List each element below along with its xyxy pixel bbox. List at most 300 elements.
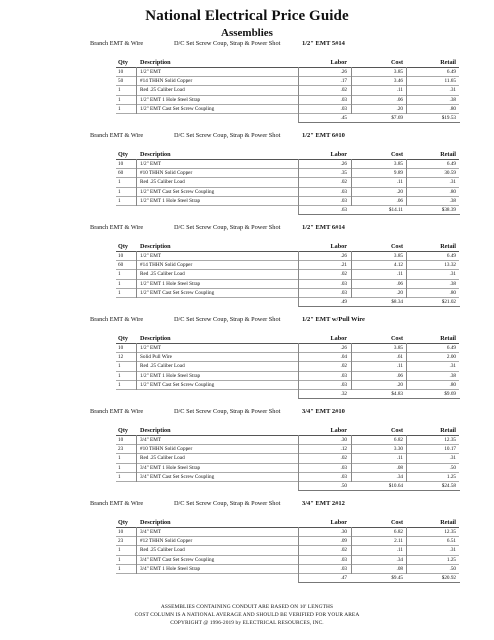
page-title: National Electrical Price Guide xyxy=(145,8,349,24)
table-row xyxy=(116,261,459,270)
row-cost: .08 xyxy=(396,464,403,471)
row-labor: .03 xyxy=(340,464,347,471)
row-description: Red .25 Caliber Load xyxy=(140,455,185,462)
column-header-description: Description xyxy=(140,243,171,250)
row-description: #10 THHN Solid Copper xyxy=(140,446,193,453)
row-labor: .02 xyxy=(340,87,347,94)
total-box xyxy=(298,298,460,307)
assembly-table xyxy=(116,151,459,214)
column-header-retail: Retail xyxy=(440,519,456,526)
total-retail: $9.69 xyxy=(444,390,456,397)
column-header-description: Description xyxy=(140,59,171,66)
assembly-table xyxy=(116,519,459,582)
table-header xyxy=(116,151,459,160)
row-labor: .04 xyxy=(340,354,347,361)
assembly-table xyxy=(116,243,459,306)
table-row xyxy=(116,473,459,482)
row-qty: 10 xyxy=(118,69,124,75)
row-qty: 1 xyxy=(118,381,121,388)
total-retail: $20.92 xyxy=(441,574,456,581)
row-retail: .31 xyxy=(449,363,456,370)
column-header-retail: Retail xyxy=(440,151,456,158)
row-description: Red .25 Caliber Load xyxy=(140,547,185,554)
column-header-labor: Labor xyxy=(330,335,347,342)
row-retail: .38 xyxy=(449,372,456,379)
total-labor: .49 xyxy=(340,298,347,305)
column-header-qty: Qty xyxy=(118,519,128,526)
table-row xyxy=(116,77,459,86)
row-retail: .31 xyxy=(449,179,456,186)
row-labor: .03 xyxy=(340,372,347,379)
total-cost: $7.69 xyxy=(391,114,403,121)
row-cost: .06 xyxy=(396,197,403,204)
column-divider xyxy=(298,251,299,298)
row-description: 3/4" EMT xyxy=(140,529,161,535)
table-row xyxy=(116,197,459,206)
table-row xyxy=(116,96,459,105)
assembly-type: Branch EMT & Wire xyxy=(90,500,144,507)
table-row xyxy=(116,528,459,537)
assembly-description: D/C Set Screw Coup, Strap & Power Shot xyxy=(174,408,281,415)
column-divider xyxy=(136,435,137,482)
row-cost: .06 xyxy=(396,96,403,103)
table-row xyxy=(116,353,459,362)
column-header-cost: Cost xyxy=(390,335,403,342)
row-description: Red .25 Caliber Load xyxy=(140,179,185,186)
row-qty: 1 xyxy=(118,280,121,287)
row-description: Red .25 Caliber Load xyxy=(140,271,185,278)
row-retail: .80 xyxy=(449,105,456,112)
row-retail: .31 xyxy=(449,271,456,278)
total-retail: $21.02 xyxy=(441,298,456,305)
column-divider xyxy=(351,343,352,390)
row-labor: .03 xyxy=(340,381,347,388)
row-qty: 1 xyxy=(118,547,121,554)
column-header-description: Description xyxy=(140,427,171,434)
row-retail: .50 xyxy=(449,565,456,572)
page-subtitle: Assemblies xyxy=(221,27,273,39)
row-cost: .06 xyxy=(396,280,403,287)
column-divider xyxy=(298,343,299,390)
row-labor: .35 xyxy=(340,170,347,177)
assembly-table xyxy=(116,427,459,490)
assembly-name: 3/4" EMT 2#12 xyxy=(302,500,345,507)
row-cost: .11 xyxy=(396,179,403,186)
row-cost: .34 xyxy=(396,556,403,563)
total-cost: $9.45 xyxy=(391,574,403,581)
row-labor: .17 xyxy=(340,78,347,85)
row-cost: .20 xyxy=(396,105,403,112)
column-header-labor: Labor xyxy=(330,427,347,434)
column-divider xyxy=(136,343,137,390)
row-cost: .08 xyxy=(396,565,403,572)
row-cost: .11 xyxy=(396,87,403,94)
column-divider xyxy=(298,159,299,206)
row-description: 3/4" EMT 1 Hole Steel Strap xyxy=(140,464,201,471)
table-row xyxy=(116,169,459,178)
row-retail: 2.00 xyxy=(446,354,456,361)
assembly-description: D/C Set Screw Coup, Strap & Power Shot xyxy=(174,224,281,231)
row-description: 1/2" EMT 1 Hole Steel Strap xyxy=(140,96,201,103)
row-description: #14 THHN Solid Copper xyxy=(140,78,193,85)
total-box xyxy=(298,390,460,399)
assembly-name: 1/2" EMT 6#14 xyxy=(302,224,345,231)
total-row xyxy=(116,390,459,398)
total-box xyxy=(298,482,460,491)
assembly-type: Branch EMT & Wire xyxy=(90,40,144,47)
column-header-cost: Cost xyxy=(390,151,403,158)
column-divider xyxy=(298,67,299,114)
assembly-type: Branch EMT & Wire xyxy=(90,224,144,231)
total-row xyxy=(116,114,459,122)
table-row xyxy=(116,270,459,279)
total-labor: .50 xyxy=(340,482,347,489)
row-description: 1/2" EMT Cast Set Screw Coupling xyxy=(140,381,215,388)
column-divider xyxy=(298,435,299,482)
row-retail: .80 xyxy=(449,188,456,195)
row-retail: 6.49 xyxy=(446,345,456,351)
row-cost: 3.46 xyxy=(393,78,403,85)
row-qty: 23 xyxy=(118,446,124,453)
row-description: 1/2" EMT 1 Hole Steel Strap xyxy=(140,197,201,204)
total-retail: $38.39 xyxy=(441,206,456,213)
column-divider xyxy=(406,527,407,574)
table-row xyxy=(116,160,459,169)
table-row xyxy=(116,289,459,298)
row-description: 1/2" EMT xyxy=(140,161,161,167)
row-labor: .30 xyxy=(340,529,347,535)
column-header-retail: Retail xyxy=(440,427,456,434)
row-cost: .11 xyxy=(396,547,403,554)
row-retail: .31 xyxy=(449,87,456,94)
row-cost: .06 xyxy=(396,372,403,379)
column-header-description: Description xyxy=(140,151,171,158)
assembly-header xyxy=(0,131,494,149)
table-row xyxy=(116,464,459,473)
footer-line: ASSEMBLIES CONTAINING CONDUIT ARE BASED ON 10' LENGTHS xyxy=(160,604,334,610)
table-header xyxy=(116,519,459,528)
column-header-retail: Retail xyxy=(440,335,456,342)
row-retail: 6.51 xyxy=(446,538,456,545)
table-row xyxy=(116,280,459,289)
total-cost: $14.11 xyxy=(388,206,403,213)
row-cost: .11 xyxy=(396,455,403,462)
row-labor: .03 xyxy=(340,565,347,572)
row-labor: .21 xyxy=(340,262,347,269)
table-row xyxy=(116,188,459,197)
row-labor: .03 xyxy=(340,280,347,287)
table-row xyxy=(116,372,459,381)
row-retail: .80 xyxy=(449,381,456,388)
total-cost: $4.83 xyxy=(391,390,403,397)
assembly-description: D/C Set Screw Coup, Strap & Power Shot xyxy=(174,40,281,47)
column-header-cost: Cost xyxy=(390,519,403,526)
column-header-retail: Retail xyxy=(440,59,456,66)
table-row xyxy=(116,252,459,261)
row-description: 1/2" EMT 1 Hole Steel Strap xyxy=(140,372,201,379)
row-qty: 1 xyxy=(118,473,121,480)
column-header-description: Description xyxy=(140,519,171,526)
row-description: 1/2" EMT xyxy=(140,253,161,259)
row-labor: .03 xyxy=(340,556,347,563)
row-cost: 3.85 xyxy=(393,69,403,75)
assembly-name: 1/2" EMT 5#14 xyxy=(302,40,345,47)
row-retail: .31 xyxy=(449,455,456,462)
row-description: 1/2" EMT 1 Hole Steel Strap xyxy=(140,280,201,287)
assembly-header xyxy=(0,39,494,57)
table-row xyxy=(116,362,459,371)
column-divider xyxy=(298,527,299,574)
row-cost: 3.85 xyxy=(393,161,403,167)
row-qty: 1 xyxy=(118,556,121,563)
table-header xyxy=(116,335,459,344)
row-qty: 1 xyxy=(118,96,121,103)
table-row xyxy=(116,381,459,390)
row-labor: .02 xyxy=(340,363,347,370)
total-labor: .47 xyxy=(340,574,347,581)
row-labor: .30 xyxy=(340,437,347,443)
column-divider xyxy=(351,159,352,206)
row-description: 3/4" EMT Cast Set Screw Coupling xyxy=(140,473,215,480)
row-cost: 3.85 xyxy=(393,345,403,351)
row-description: 1/2" EMT Cast Set Screw Coupling xyxy=(140,105,215,112)
table-header xyxy=(116,243,459,252)
assembly-name: 1/2" EMT 6#10 xyxy=(302,132,345,139)
total-box xyxy=(298,206,460,215)
column-divider xyxy=(351,435,352,482)
column-header-qty: Qty xyxy=(118,427,128,434)
row-retail: 13.32 xyxy=(444,262,456,269)
row-description: 1/2" EMT Cast Set Screw Coupling xyxy=(140,289,215,296)
row-retail: .38 xyxy=(449,96,456,103)
table-row xyxy=(116,546,459,555)
total-retail: $19.53 xyxy=(441,114,456,121)
table-row xyxy=(116,68,459,77)
row-description: #10 THHN Solid Copper xyxy=(140,170,193,177)
column-divider xyxy=(351,527,352,574)
row-qty: 50 xyxy=(118,78,124,85)
table-row xyxy=(116,565,459,574)
column-divider xyxy=(351,251,352,298)
row-cost: 6.82 xyxy=(393,437,403,443)
assembly-sections xyxy=(0,39,494,591)
assembly-description: D/C Set Screw Coup, Strap & Power Shot xyxy=(174,132,281,139)
row-qty: 1 xyxy=(118,363,121,370)
row-description: 1/2" EMT xyxy=(140,345,161,351)
assembly-name: 3/4" EMT 2#10 xyxy=(302,408,345,415)
row-cost: .34 xyxy=(396,473,403,480)
column-divider xyxy=(136,67,137,114)
assembly-header xyxy=(0,315,494,333)
row-cost: .61 xyxy=(396,354,403,361)
row-cost: 9.89 xyxy=(393,170,403,177)
row-description: 3/4" EMT xyxy=(140,437,161,443)
table-row xyxy=(116,178,459,187)
total-cost: $10.64 xyxy=(388,482,403,489)
column-divider xyxy=(136,159,137,206)
row-labor: .02 xyxy=(340,547,347,554)
assembly-section xyxy=(0,499,494,591)
column-header-qty: Qty xyxy=(118,335,128,342)
row-labor: .26 xyxy=(340,69,347,75)
assembly-section xyxy=(0,223,494,315)
row-labor: .03 xyxy=(340,197,347,204)
assembly-name: 1/2" EMT w/Pull Wire xyxy=(302,316,365,323)
row-retail: 11.65 xyxy=(444,78,456,85)
row-labor: .03 xyxy=(340,105,347,112)
row-description: 3/4" EMT 1 Hole Steel Strap xyxy=(140,565,201,572)
row-cost: 4.12 xyxy=(393,262,403,269)
row-labor: .09 xyxy=(340,538,347,545)
row-retail: 1.25 xyxy=(446,473,456,480)
row-retail: 10.17 xyxy=(444,446,456,453)
row-qty: 12 xyxy=(118,354,124,361)
row-qty: 10 xyxy=(118,253,124,259)
row-cost: 3.30 xyxy=(393,446,403,453)
table-row xyxy=(116,537,459,546)
row-labor: .02 xyxy=(340,271,347,278)
row-retail: 6.49 xyxy=(446,69,456,75)
row-labor: .02 xyxy=(340,455,347,462)
row-qty: 1 xyxy=(118,105,121,112)
table-row xyxy=(116,105,459,114)
row-cost: .20 xyxy=(396,289,403,296)
footer-line: COPYRIGHT @ 1996-2019 by ELECTRICAL RESOURCES, INC. xyxy=(170,620,324,626)
row-cost: .20 xyxy=(396,381,403,388)
column-header-retail: Retail xyxy=(440,243,456,250)
row-cost: .20 xyxy=(396,188,403,195)
row-cost: .11 xyxy=(396,271,403,278)
row-labor: .12 xyxy=(340,446,347,453)
total-box xyxy=(298,574,460,583)
total-labor: .63 xyxy=(340,206,347,213)
column-divider xyxy=(136,527,137,574)
assembly-section xyxy=(0,131,494,223)
assembly-description: D/C Set Screw Coup, Strap & Power Shot xyxy=(174,500,281,507)
table-row xyxy=(116,556,459,565)
column-divider xyxy=(406,251,407,298)
row-labor: .02 xyxy=(340,179,347,186)
row-qty: 60 xyxy=(118,262,124,269)
row-retail: 6.49 xyxy=(446,253,456,259)
row-description: Red .25 Caliber Load xyxy=(140,87,185,94)
footer-line: COST COLUMN IS A NATIONAL AVERAGE AND SHOULD BE VERIFIED FOR YOUR AREA xyxy=(134,612,360,618)
row-retail: 12.35 xyxy=(444,437,456,443)
row-labor: .03 xyxy=(340,473,347,480)
row-retail: .38 xyxy=(449,280,456,287)
row-cost: 6.82 xyxy=(393,529,403,535)
row-labor: .03 xyxy=(340,188,347,195)
assembly-header xyxy=(0,499,494,517)
assembly-type: Branch EMT & Wire xyxy=(90,316,144,323)
row-labor: .26 xyxy=(340,253,347,259)
column-divider xyxy=(406,67,407,114)
column-header-cost: Cost xyxy=(390,427,403,434)
row-retail: 6.49 xyxy=(446,161,456,167)
row-retail: 1.25 xyxy=(446,556,456,563)
row-description: #14 THHN Solid Copper xyxy=(140,262,193,269)
column-header-cost: Cost xyxy=(390,243,403,250)
table-row xyxy=(116,436,459,445)
row-qty: 1 xyxy=(118,179,121,186)
row-description: Red .25 Caliber Load xyxy=(140,363,185,370)
row-qty: 23 xyxy=(118,538,124,545)
row-qty: 1 xyxy=(118,455,121,462)
total-cost: $8.34 xyxy=(391,298,403,305)
assembly-section xyxy=(0,407,494,499)
total-box xyxy=(298,114,460,123)
row-retail: .80 xyxy=(449,289,456,296)
row-qty: 1 xyxy=(118,188,121,195)
table-row xyxy=(116,445,459,454)
assembly-section xyxy=(0,39,494,131)
total-row xyxy=(116,298,459,306)
row-qty: 1 xyxy=(118,464,121,471)
column-header-qty: Qty xyxy=(118,59,128,66)
assembly-section xyxy=(0,315,494,407)
total-labor: .45 xyxy=(340,114,347,121)
assembly-table xyxy=(116,335,459,398)
column-header-labor: Labor xyxy=(330,519,347,526)
row-description: 1/2" EMT Cast Set Screw Coupling xyxy=(140,188,215,195)
table-row xyxy=(116,454,459,463)
row-qty: 1 xyxy=(118,565,121,572)
row-qty: 1 xyxy=(118,87,121,94)
row-cost: 2.11 xyxy=(394,538,403,545)
column-header-labor: Labor xyxy=(330,59,347,66)
assembly-header xyxy=(0,407,494,425)
row-qty: 10 xyxy=(118,437,124,443)
total-row xyxy=(116,482,459,490)
total-row xyxy=(116,206,459,214)
assembly-type: Branch EMT & Wire xyxy=(90,132,144,139)
total-labor: .32 xyxy=(340,390,347,397)
row-labor: .26 xyxy=(340,161,347,167)
column-divider xyxy=(406,343,407,390)
row-retail: 30.59 xyxy=(444,170,456,177)
row-cost: .11 xyxy=(396,363,403,370)
row-qty: 60 xyxy=(118,170,124,177)
row-labor: .03 xyxy=(340,96,347,103)
column-header-cost: Cost xyxy=(390,59,403,66)
column-header-labor: Labor xyxy=(330,151,347,158)
row-labor: .03 xyxy=(340,289,347,296)
table-header xyxy=(116,427,459,436)
row-qty: 1 xyxy=(118,372,121,379)
total-retail: $24.58 xyxy=(441,482,456,489)
column-header-qty: Qty xyxy=(118,151,128,158)
assembly-type: Branch EMT & Wire xyxy=(90,408,144,415)
column-divider xyxy=(406,435,407,482)
column-divider xyxy=(406,159,407,206)
column-header-description: Description xyxy=(140,335,171,342)
row-qty: 10 xyxy=(118,161,124,167)
total-row xyxy=(116,574,459,582)
row-description: #12 THHN Solid Copper xyxy=(140,538,193,545)
row-labor: .26 xyxy=(340,345,347,351)
column-divider xyxy=(136,251,137,298)
column-header-qty: Qty xyxy=(118,243,128,250)
row-description: 3/4" EMT Cast Set Screw Coupling xyxy=(140,556,215,563)
table-header xyxy=(116,59,459,68)
row-qty: 1 xyxy=(118,197,121,204)
table-row xyxy=(116,86,459,95)
row-qty: 10 xyxy=(118,345,124,351)
row-retail: 12.35 xyxy=(444,529,456,535)
row-description: Solid Pull Wire xyxy=(140,354,172,361)
row-retail: .50 xyxy=(449,464,456,471)
row-qty: 10 xyxy=(118,529,124,535)
